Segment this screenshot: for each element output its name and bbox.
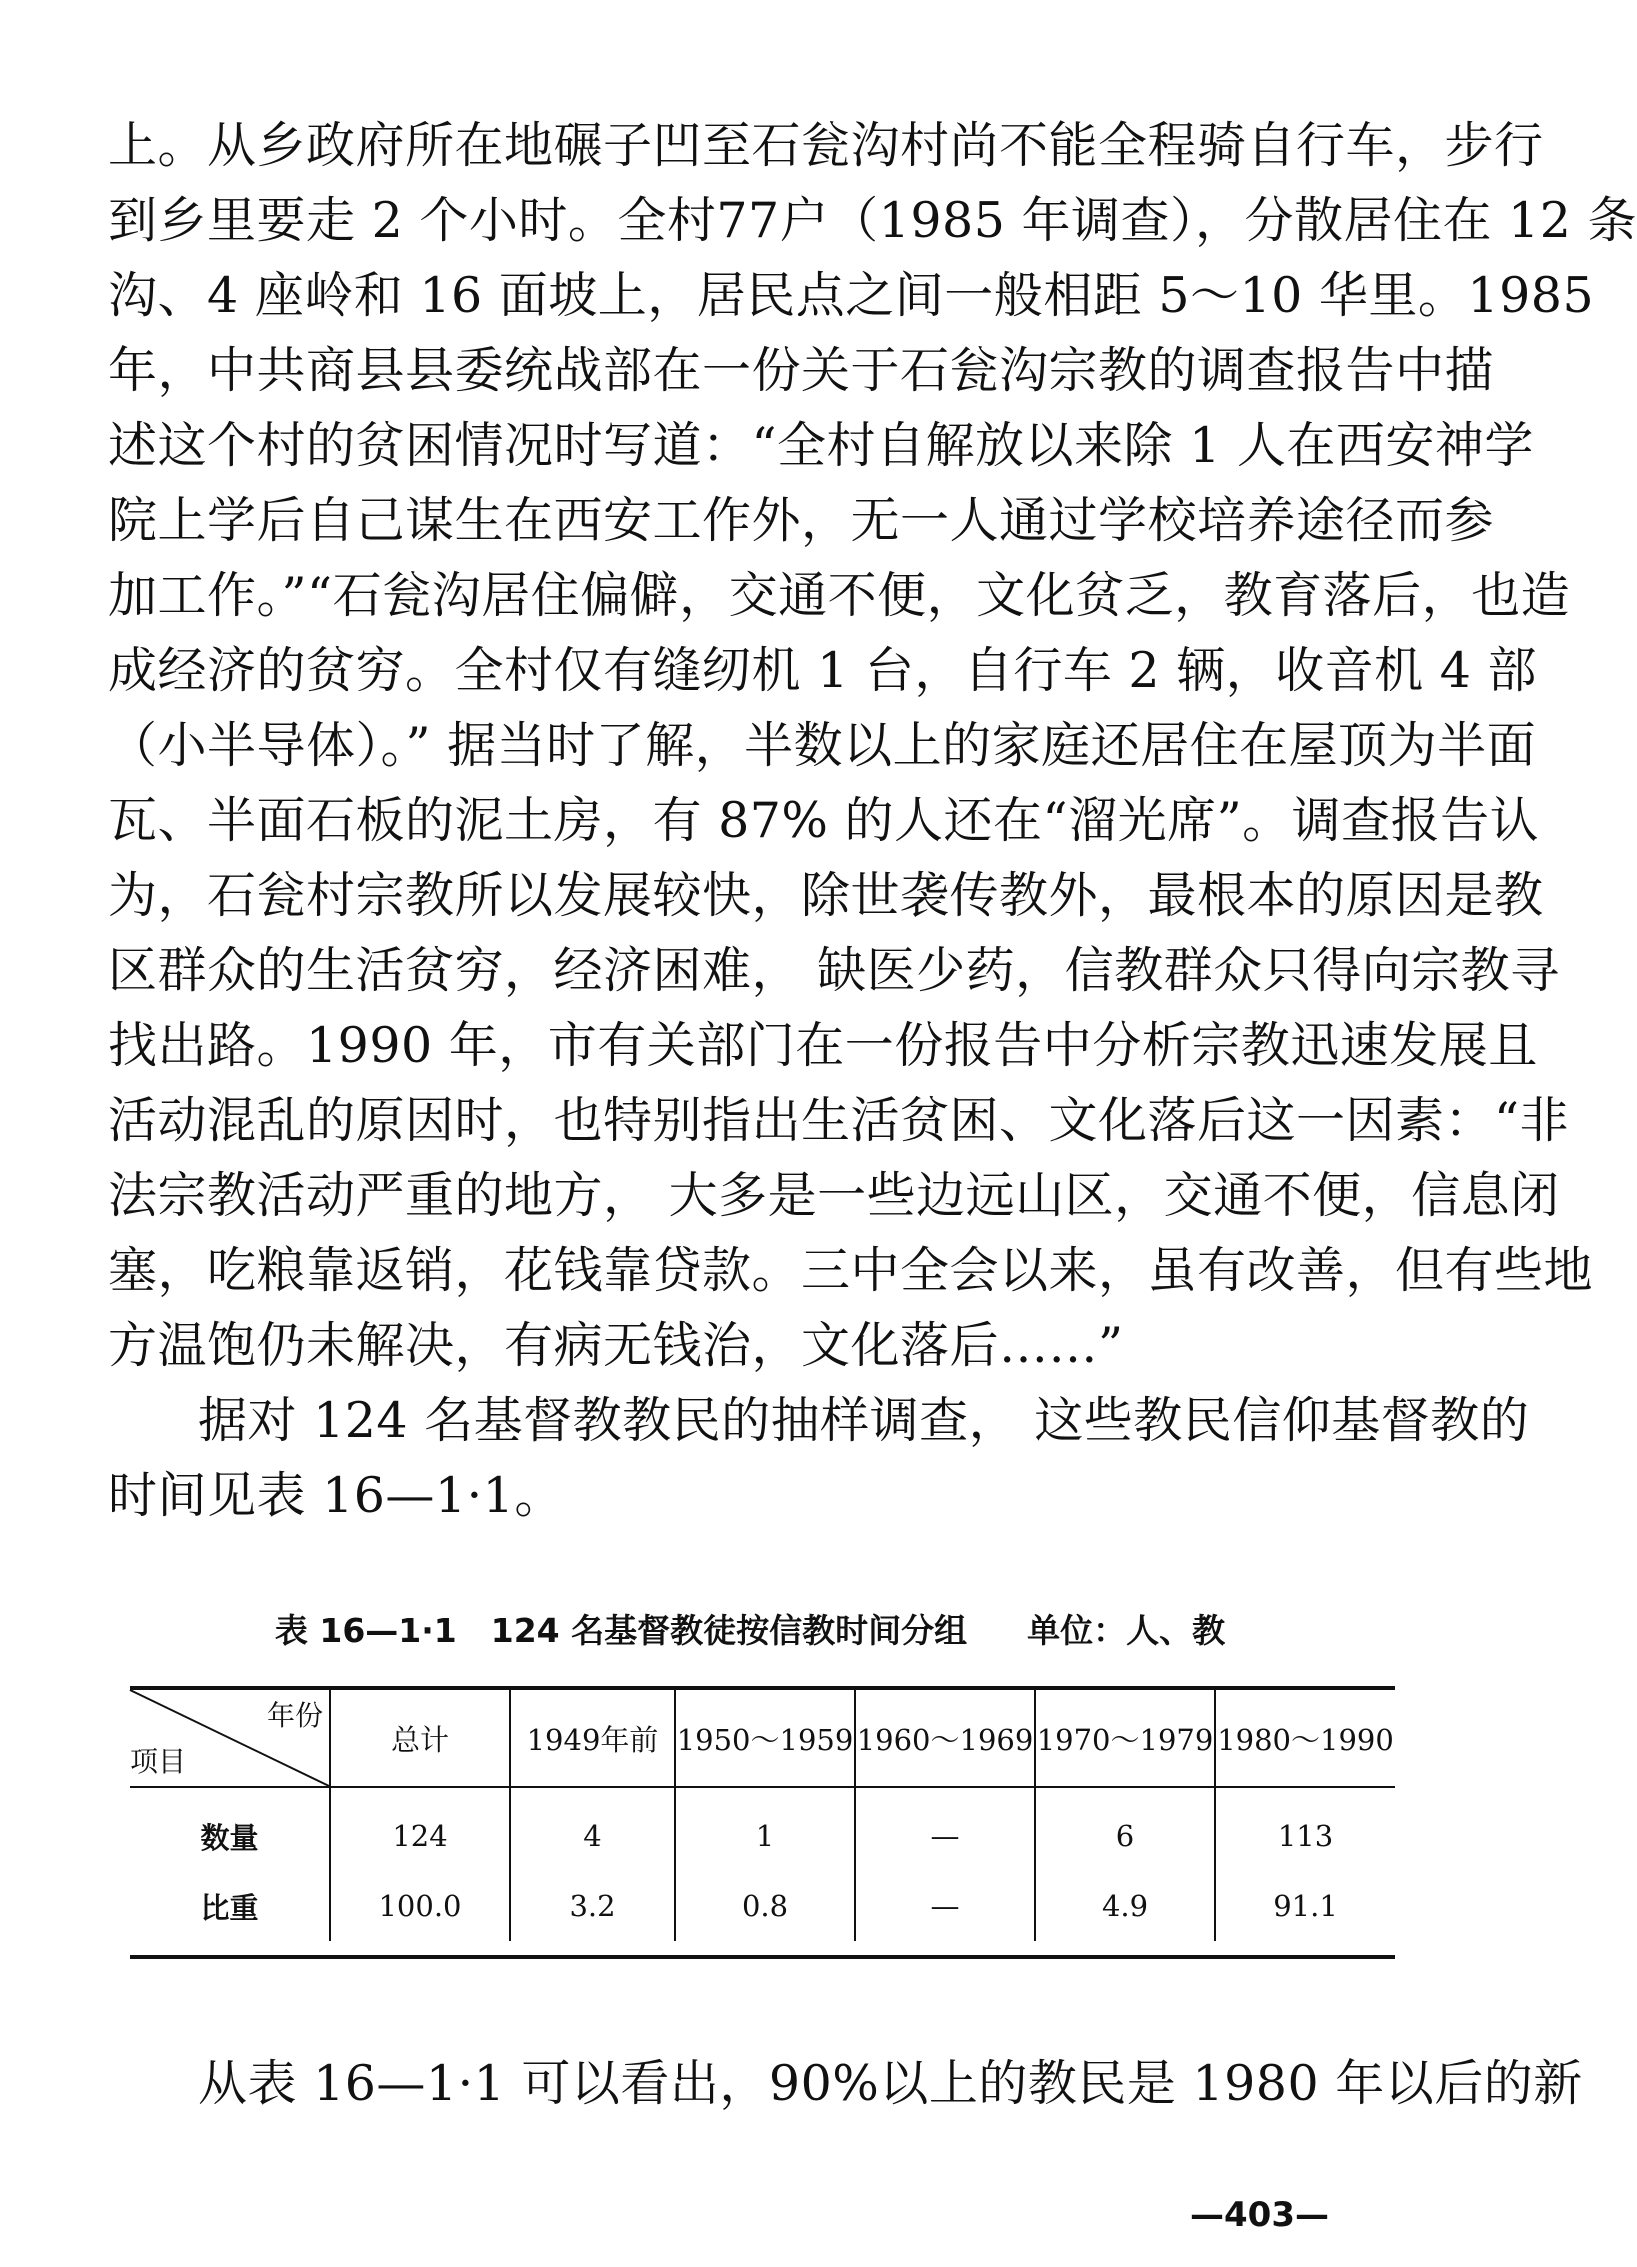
- text-line: 塞，吃粮靠返销，花钱靠贷款。三中全会以来，虽有改善，但有些地: [108, 1242, 1594, 1299]
- table-cell: 4: [510, 1787, 675, 1871]
- column-header: 1980～1990: [1215, 1690, 1395, 1787]
- text-line: 据对 124 名基督教教民的抽样调查， 这些教民信仰基督教的: [198, 1392, 1530, 1449]
- table-bottom-rule: [130, 1955, 1395, 1959]
- column-header: 1950～1959: [675, 1690, 855, 1787]
- column-header: 总计: [330, 1690, 510, 1787]
- data-table: [130, 1690, 1395, 1941]
- text-line: 时间见表 16—1·1。: [108, 1467, 564, 1524]
- table-cell: —: [855, 1871, 1035, 1941]
- table-row: [130, 1871, 1395, 1941]
- table-cell: 1: [675, 1787, 855, 1871]
- text-line: 瓦、半面石板的泥土房，有 87% 的人还在“溜光席”。调查报告认: [108, 792, 1540, 849]
- row-label: 比重: [200, 1890, 259, 1925]
- table-row: [130, 1787, 1395, 1871]
- data-table-container: [130, 1686, 1395, 1959]
- page-number: —403—: [1190, 2195, 1329, 2235]
- table-cell: 113: [1215, 1787, 1395, 1871]
- table-cell: 124: [330, 1787, 510, 1871]
- column-header: 1949年前: [510, 1690, 675, 1787]
- table-header-row: [130, 1690, 1395, 1787]
- table-title: 124 名基督教徒按信教时间分组: [490, 1611, 968, 1650]
- main-paragraph: [108, 108, 1637, 1533]
- text-line: 加工作。”“石瓮沟居住偏僻，交通不便，文化贫乏，教育落后，也造: [108, 567, 1571, 624]
- text-line: 方温饱仍未解决，有病无钱治，文化落后……”: [108, 1317, 1124, 1374]
- column-header: 1960～1969: [855, 1690, 1035, 1787]
- text-line: 法宗教活动严重的地方， 大多是一些边远山区，交通不便，信息闭: [108, 1167, 1560, 1224]
- table-cell: 100.0: [330, 1871, 510, 1941]
- text-line: 活动混乱的原因时，也特别指出生活贫困、文化落后这一因素：“非: [108, 1092, 1570, 1149]
- text-line: 上。从乡政府所在地碾子凹至石瓮沟村尚不能全程骑自行车，步行: [108, 117, 1544, 174]
- text-line: 到乡里要走 2 个小时。全村77户（1985 年调查），分散居住在 12 条: [108, 192, 1637, 249]
- row-label: 数量: [200, 1820, 259, 1855]
- text-line: （小半导体）。” 据当时了解，半数以上的家庭还居住在屋顶为半面: [108, 717, 1537, 774]
- text-line: 从表 16—1·1 可以看出，90%以上的教民是 1980 年以后的新: [198, 2055, 1583, 2112]
- table-corner-cell: [130, 1690, 330, 1787]
- text-line: 找出路。1990 年，市有关部门在一份报告中分析宗教迅速发展且: [108, 1017, 1538, 1074]
- table-cell: —: [855, 1787, 1035, 1871]
- corner-label-item: 项目: [130, 1745, 187, 1778]
- text-line: 年，中共商县县委统战部在一份关于石瓮沟宗教的调查报告中描: [108, 342, 1495, 399]
- table-number: 表 16—1·1: [274, 1611, 457, 1650]
- table-cell: 6: [1035, 1787, 1215, 1871]
- table-caption: [0, 1605, 1500, 1652]
- text-line: 为，石瓮村宗教所以发展较快，除世袭传教外，最根本的原因是教: [108, 867, 1544, 924]
- text-line: 述这个村的贫困情况时写道：“全村自解放以来除 1 人在西安神学: [108, 417, 1534, 474]
- table-unit: 单位：人、教: [1027, 1611, 1226, 1650]
- corner-label-year: 年份: [266, 1699, 323, 1732]
- table-cell: 0.8: [675, 1871, 855, 1941]
- table-cell: 4.9: [1035, 1871, 1215, 1941]
- text-line: 成经济的贫穷。全村仅有缝纫机 1 台，自行车 2 辆，收音机 4 部: [108, 642, 1537, 699]
- text-line: 院上学后自己谋生在西安工作外，无一人通过学校培养途径而参: [108, 492, 1495, 549]
- text-line: 区群众的生活贫穷，经济困难， 缺医少药，信教群众只得向宗教寻: [108, 942, 1560, 999]
- text-line: 沟、4 座岭和 16 面坡上，居民点之间一般相距 5～10 华里。1985: [108, 267, 1595, 324]
- column-header: 1970～1979: [1035, 1690, 1215, 1787]
- table-cell: 3.2: [510, 1871, 675, 1941]
- table-cell: 91.1: [1215, 1871, 1395, 1941]
